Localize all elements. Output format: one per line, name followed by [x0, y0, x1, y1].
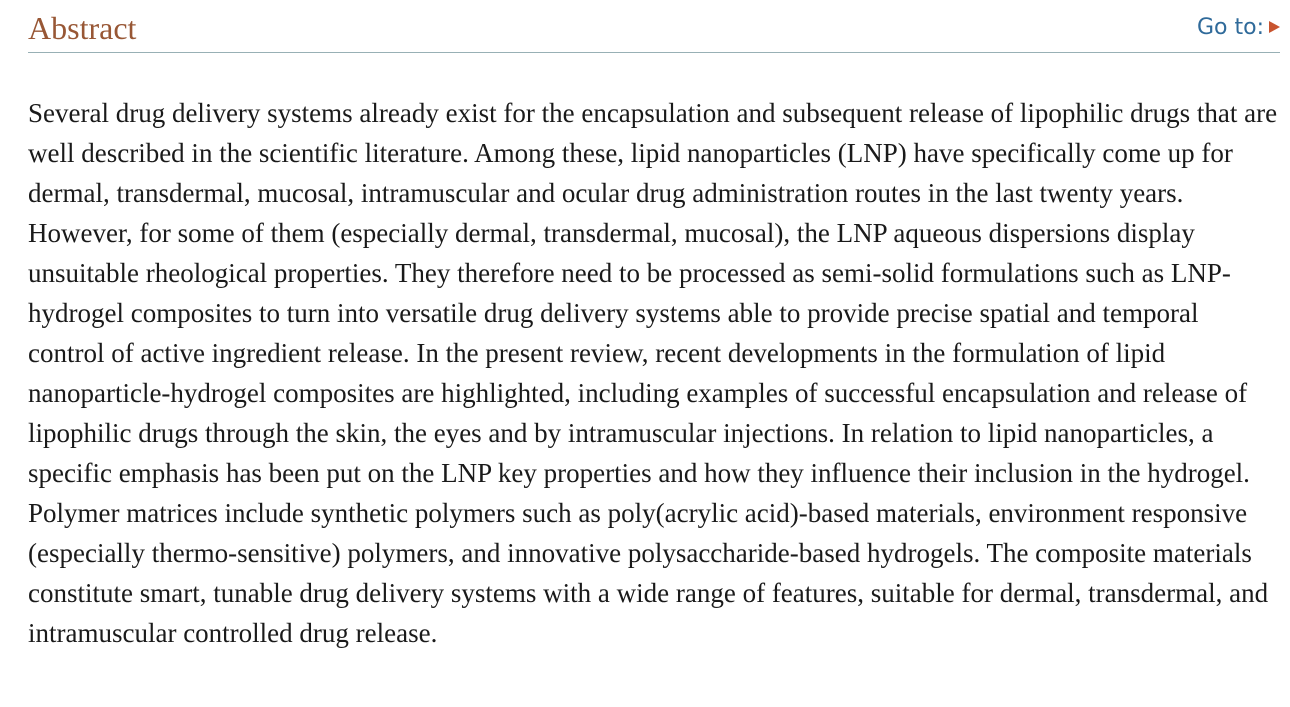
- section-header: [28, 0, 1280, 53]
- abstract-section: [28, 0, 1280, 648]
- abstract-paragraph: Several drug delivery systems already exist for the encapsulation and subsequent release of lipophilic drugs that are well described in the scientific literature. Among these, lipid nanoparticles (LNP) have specifically come up for dermal, transdermal, mucosal, intramuscular and ocular drug administration routes in the last twenty years. However, for some of them (especially dermal, transdermal, mucosal), the LNP aqueous dispersions display unsuitable rheological properties. They therefore need to be processed as semi-solid formulations such as LNP-hydrogel composites to turn into versatile drug delivery systems able to provide precise spatial and temporal control of active ingredient release. In the present review, recent developments in the formulation of lipid nanoparticle-hydrogel composites are highlighted, including examples of successful encapsulation and release of lipophilic drugs through the skin, the eyes and by intramuscular injections. In relation to lipid nanoparticles, a specific emphasis has been put on the LNP key properties and how they influence their inclusion in the hydrogel. Polymer matrices include synthetic polymers such as poly(acrylic acid)-based materials, environment responsive (especially thermo-sensitive) polymers, and innovative polysaccharide-based hydrogels. The composite materials constitute smart, tunable drug delivery systems with a wide range of features, suitable for dermal, transdermal, and intramuscular controlled drug release.: [28, 98, 1278, 648]
- goto-link[interactable]: [1197, 13, 1280, 43]
- triangle-right-icon: [1269, 21, 1280, 33]
- section-title: Abstract: [28, 10, 137, 46]
- goto-label: Go to:: [1197, 15, 1264, 40]
